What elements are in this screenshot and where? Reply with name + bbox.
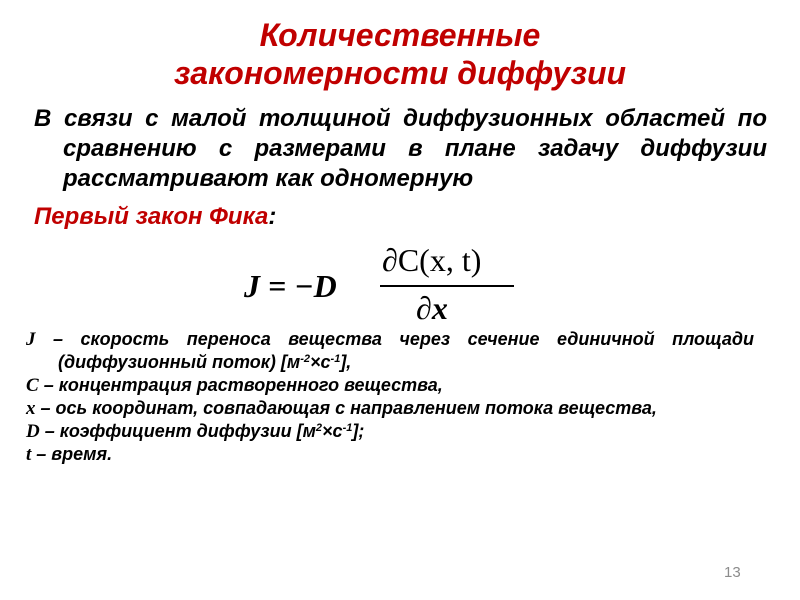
definitions-list [26,328,754,466]
formula-lhs: J = −D [244,268,337,304]
definition-text: – время. [31,444,113,464]
definition-symbol: C [26,375,39,396]
intro-text: В связи с малой толщиной диффузионных областей по сравнению с размерами в плане задачу диффузии рассматривают как одномерную [34,105,767,192]
fraction-bar [380,285,514,287]
definition-symbol: x [26,398,36,419]
law-colon: : [268,203,277,230]
definition-text: – ось координат, совпадающая с направлением потока вещества, [35,398,657,418]
definition-text: – коэффициент диффузии [м [39,421,316,441]
title-line-1: Количественные [259,17,541,53]
title-line-2: закономерности диффузии [173,55,627,91]
definition-t [26,443,754,466]
definition-j [26,328,754,374]
definition-text: – скорость переноса вещества через сечение единичной площади (диффузионный поток) [м [35,329,754,372]
definition-text: ×c [310,352,331,372]
superscript: -1 [342,422,353,434]
slide-title [0,16,800,92]
law-label: Первый закон Фика [34,203,269,230]
definition-d [26,420,754,443]
definition-x [26,397,754,420]
page-number: 13 [724,564,741,581]
definition-text: ×c [322,421,343,441]
definition-text: – концентрация растворенного вещества, [38,375,443,395]
definition-text: ], [340,352,352,372]
superscript: 2 [315,422,323,434]
formula-numerator: ∂C(x, t) [382,242,482,278]
definition-symbol: J [26,329,36,350]
definition-symbol: t [26,444,32,465]
intro-paragraph [34,104,767,194]
definition-c [26,374,754,397]
formula-denominator: ∂x [416,290,448,326]
definition-text: ]; [352,421,365,441]
definition-symbol: D [26,421,40,442]
superscript: -1 [330,353,341,365]
law-heading [34,202,276,232]
fick-formula [244,232,544,332]
superscript: -2 [300,353,310,365]
